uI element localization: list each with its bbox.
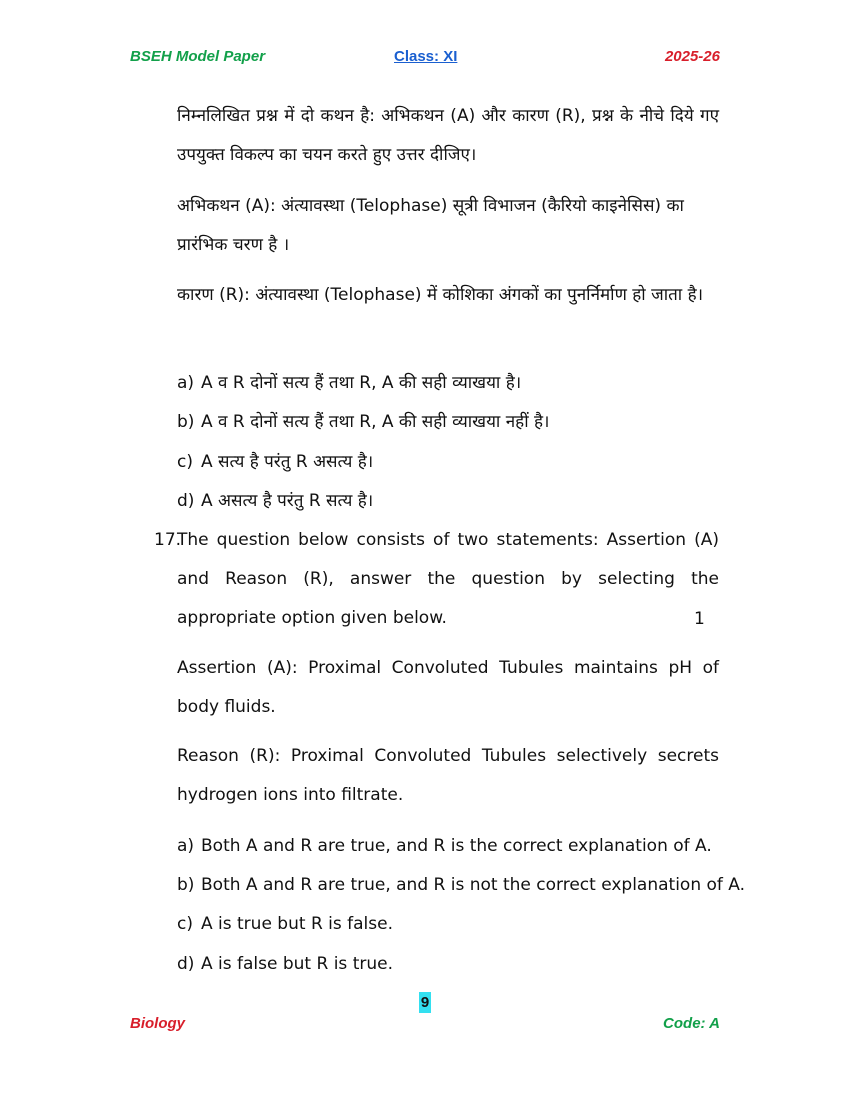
option-text: A सत्य है परंतु R असत्य है। xyxy=(201,452,374,472)
q17-assertion: Assertion (A): Proximal Convoluted Tubules maintains pH of body fluids. xyxy=(177,658,719,717)
question-marks: 1 xyxy=(694,609,705,629)
hindi-option-a xyxy=(177,372,737,394)
q17-option-c xyxy=(177,913,737,935)
hindi-option-c xyxy=(177,451,737,473)
option-letter: d) xyxy=(177,954,195,974)
header-class: Class: XI xyxy=(394,48,458,65)
header-session: 2025-26 xyxy=(664,48,720,65)
option-letter: a) xyxy=(177,836,195,856)
option-letter: a) xyxy=(177,373,195,393)
page-footer xyxy=(130,1015,720,1037)
option-text: Both A and R are true, and R is the correct explanation of A. xyxy=(201,836,712,856)
option-letter: b) xyxy=(177,875,195,895)
page-number: 9 xyxy=(420,994,430,1011)
q17-option-a xyxy=(177,835,737,857)
option-text: A व R दोनों सत्य हैं तथा R, A की सही व्याखया नहीं है। xyxy=(201,412,550,432)
option-text: A is true but R is false. xyxy=(201,914,393,934)
option-text: Both A and R are true, and R is not the correct explanation of A. xyxy=(201,875,746,895)
q17-instruction: The question below consists of two statements: Assertion (A) and Reason (R), answer the question by selecting the appropriate option given below. xyxy=(177,530,719,628)
option-text: A व R दोनों सत्य हैं तथा R, A की सही व्याखया है। xyxy=(201,373,522,393)
hindi-assertion: अभिकथन (A): अंत्यावस्था (Telophase) सूत्री विभाजन (कैरियो काइनेसिस) का प्रारंभिक चरण है । xyxy=(177,196,684,255)
footer-subject: Biology xyxy=(130,1015,185,1032)
hindi-instruction: निम्नलिखित प्रश्न में दो कथन है: अभिकथन (A) और कारण (R), प्रश्न के नीचे दिये गए उपयुक्त विकल्प का चयन करते हुए उत्तर दीजिए। xyxy=(177,106,719,165)
q17-reason: Reason (R): Proximal Convoluted Tubules selectively secrets hydrogen ions into filtrate. xyxy=(177,746,719,805)
header-title: BSEH Model Paper xyxy=(130,48,266,65)
option-letter: c) xyxy=(177,914,193,934)
question-number: 17. xyxy=(154,530,182,550)
footer-code: Code: A xyxy=(663,1015,720,1032)
q17-option-d xyxy=(177,953,737,975)
option-letter: b) xyxy=(177,412,195,432)
hindi-option-d xyxy=(177,490,737,512)
option-text: A असत्य है परंतु R सत्य है। xyxy=(201,491,374,511)
option-text: A is false but R is true. xyxy=(201,954,393,974)
page-header xyxy=(130,48,720,70)
q17-option-b xyxy=(177,874,746,896)
hindi-option-b xyxy=(177,411,737,433)
hindi-reason: कारण (R): अंत्यावस्था (Telophase) में कोशिका अंगकों का पुनर्निर्माण हो जाता है। xyxy=(177,285,704,305)
option-letter: d) xyxy=(177,491,195,511)
option-letter: c) xyxy=(177,452,193,472)
